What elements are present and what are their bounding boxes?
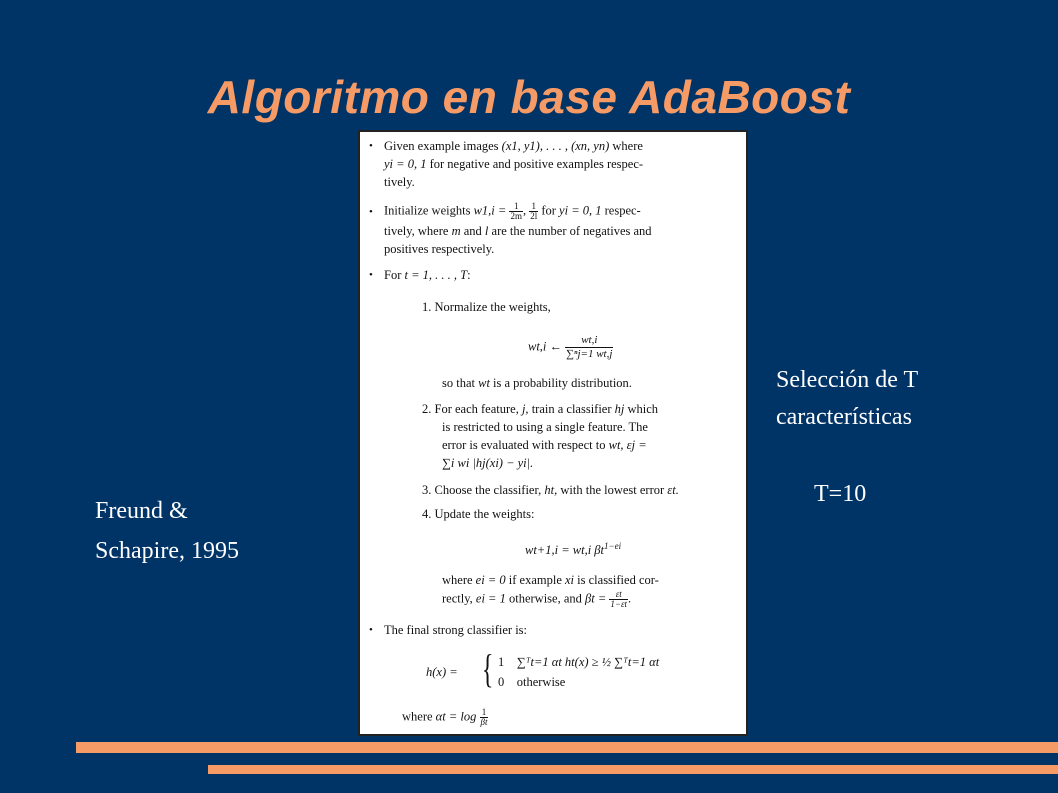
given-line-1: Given example images (x1, y1), . . . , (xn, yn) where <box>384 139 643 153</box>
final-brace: { <box>481 646 494 691</box>
slide-title: Algoritmo en base AdaBoost <box>207 71 851 123</box>
citation-line-2: Schapire, 1995 <box>95 538 239 564</box>
step-2-line-4: ∑i wi |hj(xi) − yi|. <box>442 456 534 470</box>
bullet: • <box>369 140 373 152</box>
normalize-equation: wt,i ← $\frac{wt,i}{\text{∑ⁿj=1 wt,j}}$ <box>528 334 613 360</box>
bullet: • <box>369 269 373 281</box>
step-1-after: so that wt is a probability distribution. <box>442 376 632 390</box>
t-value-caption: T=10 <box>814 481 867 507</box>
bullet: • <box>369 206 373 218</box>
step-2-line-2: is restricted to using a single feature. The <box>442 420 648 434</box>
step-1: 1. Normalize the weights, <box>422 300 551 314</box>
init-line-2: tively, where m and l are the number of negatives and <box>384 224 652 238</box>
init-line-1: Initialize weights w1,i = $\frac{1}{2m}$ , $\frac{1}{2l}$ for yi = 0, 1 respec- <box>384 201 641 221</box>
accent-bar-top <box>76 742 1058 753</box>
accent-bar-bottom <box>208 765 1058 774</box>
final-case-1: 1 ∑ᵀt=1 αt ht(x) ≥ ½ ∑ᵀt=1 αt <box>498 655 660 669</box>
step-4-where-2: rectly, ei = 1 otherwise, and βt = $\frac{\varepsilon t}{1-\varepsilon t}$ . <box>442 589 632 609</box>
citation-line-1: Freund & <box>95 498 188 524</box>
alpha-definition: where αt = log $\frac{1}{\beta t}$ <box>402 707 488 727</box>
bullet: • <box>369 624 373 636</box>
step-4-where-1: where ei = 0 if example xi is classified cor- <box>442 573 659 587</box>
final-h: h(x) = <box>426 665 458 679</box>
for-line: For t = 1, . . . , T: <box>384 268 471 282</box>
step-4: 4. Update the weights: <box>422 507 535 521</box>
algorithm-figure <box>358 130 748 736</box>
given-line-3: tively. <box>384 175 415 189</box>
final-case-2: 0 otherwise <box>498 675 566 689</box>
selection-caption-line-1: Selección de T <box>776 367 919 393</box>
given-line-2: yi = 0, 1 for negative and positive examples respec- <box>384 157 644 171</box>
selection-caption-line-2: características <box>776 404 912 430</box>
final-classifier-label: The final strong classifier is: <box>384 623 528 637</box>
step-2-line-3: error is evaluated with respect to wt, εj = <box>442 438 647 452</box>
init-line-3: positives respectively. <box>384 242 495 256</box>
update-equation: wt+1,i = wt,i $\beta t^{1-ei}$ <box>525 541 622 558</box>
step-3: 3. Choose the classifier, ht, with the lowest error εt. <box>422 483 679 497</box>
step-2-line-1: 2. For each feature, j, train a classifier hj which <box>422 402 659 416</box>
